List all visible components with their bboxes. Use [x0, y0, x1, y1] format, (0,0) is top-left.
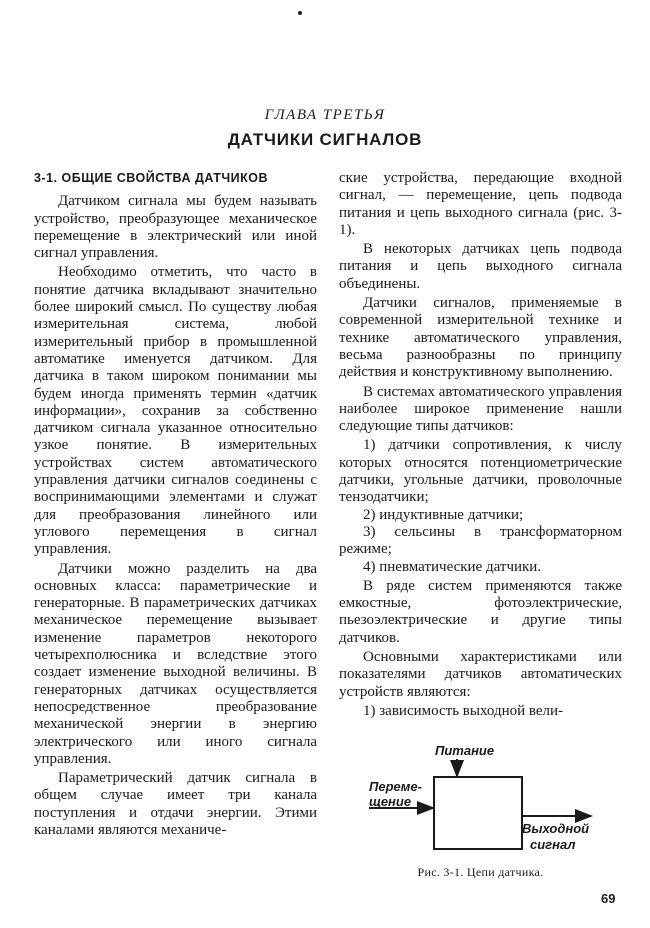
page-number: 69 [601, 891, 616, 906]
paragraph: Основными характеристиками или показателями датчиков автоматических устройств являются: [339, 649, 622, 700]
paragraph: Параметрический датчик сигнала в общем случае имеет три канала поступления и отдачи энергии. Этими каналами являются механиче- [34, 770, 317, 838]
paragraph: Датчики сигналов, применяемые в современной измерительной технике и технике автоматического управления, весьма разнообразны по принципу действия и конструктивному выполнению. [339, 295, 622, 381]
paragraph: Необходимо отметить, что часто в понятие датчика вкладывают значительно более широкий смысл. По существу любая измерительная система, любой измерительный прибор в промышленной автоматике именуется датчиком. Для датчика в таком широком понимании мы будем иногда применять термин «датчик информации», сохранив за собственно датчиком сигнала указанное относительно узкое понятие. В измерительных устройствах систем автоматического управления датчики сигналов соединены с воспринимающими элементами и служат для преобразования линейного или углового перемещения в сигнал управления. [34, 264, 317, 558]
figure-3-1 [339, 735, 622, 885]
sensor-block [434, 777, 522, 849]
sensor-circuit-diagram [339, 735, 622, 860]
paragraph-continuation: ские устройства, передающие входной сигнал, — перемещение, цепь подвода питания и цепь выходного сигнала (рис. 3-1). [339, 170, 622, 238]
right-column [339, 170, 622, 722]
paragraph: В некоторых датчиках цепь подвода питания и цепь выходного сигнала объединены. [339, 241, 622, 292]
figure-caption: Рис. 3-1. Цепи датчика. [417, 865, 544, 879]
list-item: 3) сельсины в трансформаторном режиме; [339, 523, 622, 558]
sensor-types-list [339, 437, 622, 575]
label-input-line2: щение [369, 794, 412, 809]
list-item: 2) индуктивные датчики; [363, 506, 524, 523]
section-heading: 3-1. ОБЩИЕ СВОЙСТВА ДАТЧИКОВ [34, 171, 269, 185]
chapter-title: ДАТЧИКИ СИГНАЛОВ [227, 130, 423, 149]
paragraph: Датчики можно разделить на два основных класса: параметрические и генераторные. В параметрических датчиках механическое перемещение вызывает изменение параметров некоторого четырехполюсника и вследствие этого создает изменение выходной величины. В генераторных датчиках осуществляется непосредственное преобразование механической энергии в энергию электрического или иного сигнала управления. [34, 560, 317, 767]
list-item: 4) пневматические датчики. [363, 558, 542, 575]
list-item: 1) датчики сопротивления, к числу которых относятся потенциометрические датчики, угольные датчики, проволочные тензодатчики; [339, 437, 622, 506]
label-power: Питание [435, 743, 495, 758]
label-output-line1: Выходной [522, 821, 590, 836]
paragraph: В ряде систем применяются также емкостные, фотоэлектрические, пьезоэлектрические и другие типы датчиков. [339, 577, 622, 646]
paragraph: Датчиком сигнала мы будем называть устройство, преобразующее механическое перемещение в электрический или иной сигнал управления. [34, 193, 317, 262]
label-input-line1: Переме- [369, 779, 422, 794]
left-column [34, 170, 317, 841]
print-speck [298, 11, 302, 15]
chapter-label: ГЛАВА ТРЕТЬЯ [264, 107, 386, 123]
paragraph: 1) зависимость выходной вели- [363, 702, 564, 719]
paragraph: В системах автоматического управления наиболее широкое применение нашли следующие типы датчиков: [339, 383, 622, 435]
label-output-line2: сигнал [530, 837, 576, 852]
